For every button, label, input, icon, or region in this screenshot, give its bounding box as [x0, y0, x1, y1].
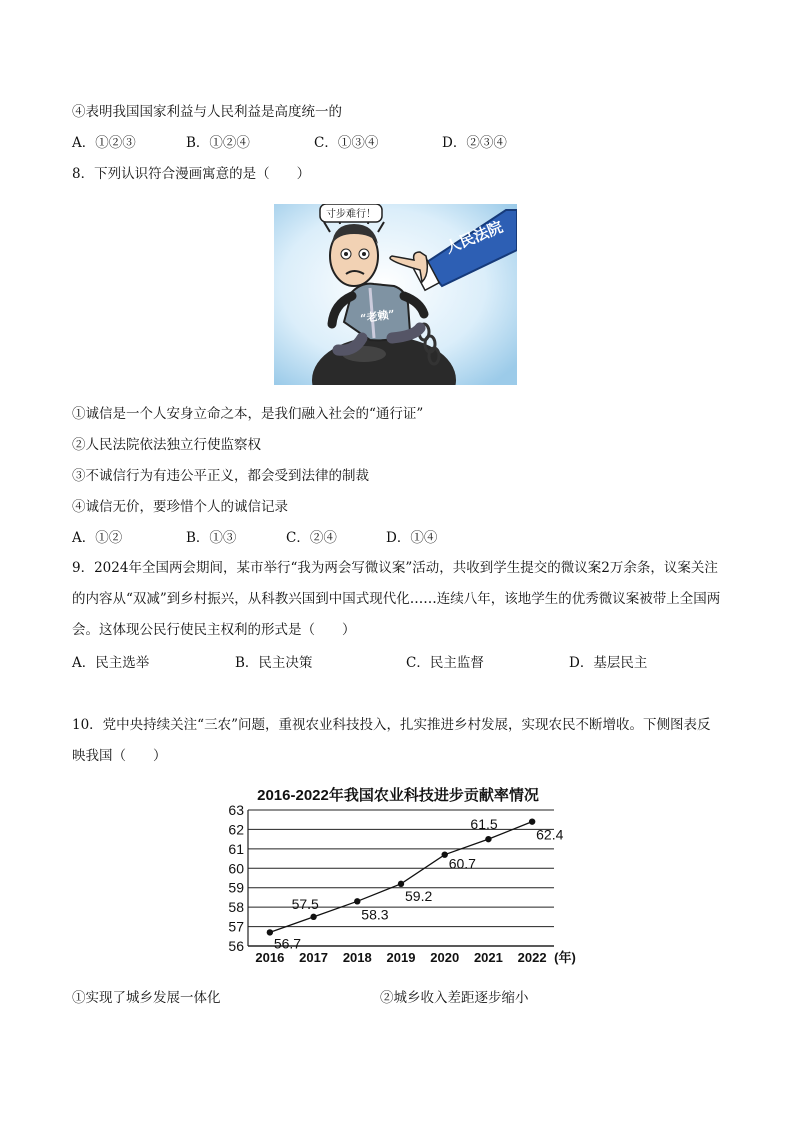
q10-item-1: ①实现了城乡发展一体化: [72, 990, 221, 1006]
y-tick-label-58: 58: [228, 899, 244, 916]
q7-item-4: ④表明我国国家利益与人民利益是高度统一的: [72, 104, 342, 120]
q10-stem-line2: 映我国（ ）: [72, 748, 167, 764]
x-tick-label-2017: 2017: [299, 950, 329, 965]
q8-item-4: ④诚信无价，要珍惜个人的诚信记录: [72, 499, 288, 515]
data-point-2021: [485, 836, 491, 842]
y-tick-label-62: 62: [228, 821, 244, 838]
q7-option-c[interactable]: C．①③④: [314, 135, 379, 151]
data-point-2016: [267, 929, 273, 935]
x-tick-label-2022: 2022: [517, 950, 547, 965]
data-label-2021: 61.5: [470, 816, 498, 833]
y-tick-label-60: 60: [228, 860, 244, 877]
q10-stem-line1: 10．党中央持续关注“三农”问题，重视农业科技投入，扎实推进乡村发展，实现农民不断增收。下侧图表反: [72, 717, 711, 733]
speech-bubble-text: 寸步难行！: [326, 209, 376, 220]
q8-option-c[interactable]: C．②④: [286, 530, 337, 546]
x-tick-label-2020: 2020: [430, 950, 460, 965]
y-tick-label-57: 57: [228, 918, 244, 935]
series-line: [270, 822, 532, 933]
chart-title: 2016-2022年我国农业科技进步贡献率情况: [257, 787, 539, 804]
data-label-2018: 58.3: [361, 906, 389, 923]
q9-option-d[interactable]: D．基层民主: [569, 655, 648, 671]
q9-stem: 9．2024年全国两会期间，某市举行“我为两会写微议案”活动，共收到学生提交的微议案2万余条，议案关注的内容从“双减”到乡村振兴，从科教兴国到中国式现代化……连续八年，该地学生的优秀微议案被带上全国两会。这体现公民行使民主权利的形式是（ ）: [72, 560, 721, 638]
q9-option-b[interactable]: B．民主决策: [235, 655, 313, 671]
x-tick-label-2019: 2019: [386, 950, 416, 965]
data-label-2016: 56.7: [273, 935, 302, 952]
chart-y-axis: [228, 802, 248, 954]
y-tick-label-56: 56: [228, 938, 244, 954]
x-tick-label-2021: 2021: [473, 950, 503, 965]
x-unit-label: (年): [554, 950, 576, 965]
q8-option-d[interactable]: D．①④: [386, 530, 438, 546]
data-label-2022: 62.4: [536, 826, 564, 843]
data-label-2020: 60.7: [448, 855, 476, 872]
y-tick-label-59: 59: [228, 879, 244, 896]
q7-option-d[interactable]: D．②③④: [442, 135, 507, 151]
q7-option-a[interactable]: A．①②③: [72, 135, 136, 151]
q8-item-2: ②人民法院依法独立行使监察权: [72, 437, 261, 453]
vest-label: “老赖”: [359, 307, 396, 326]
y-tick-label-63: 63: [228, 802, 244, 818]
q8-option-b[interactable]: B．①③: [186, 530, 237, 546]
x-tick-label-2018: 2018: [342, 950, 372, 965]
data-point-2017: [310, 914, 316, 920]
x-tick-label-2016: 2016: [255, 950, 285, 965]
data-point-2020: [442, 851, 448, 857]
chart-series: [267, 818, 536, 935]
chart-x-axis: [255, 950, 575, 965]
data-point-2022: [529, 818, 535, 824]
q8-option-a[interactable]: A．①②: [72, 530, 123, 546]
cartoon-image: [274, 204, 517, 385]
data-point-2018: [354, 898, 360, 904]
sleeve-label: 人民法院: [442, 217, 506, 257]
q9-option-a[interactable]: A．民主选举: [72, 655, 150, 671]
chart-data-labels: [274, 816, 564, 951]
q10-item-2: ②城乡收入差距逐步缩小: [380, 990, 529, 1006]
y-tick-label-61: 61: [228, 840, 244, 857]
q9-option-c[interactable]: C．民主监督: [406, 655, 484, 671]
q7-option-b[interactable]: B．①②④: [186, 135, 250, 151]
q8-item-3: ③不诚信行为有违公平正义，都会受到法律的制裁: [72, 468, 369, 484]
chart-grid: [248, 810, 554, 946]
q8-stem: 8．下列认识符合漫画寓意的是（ ）: [72, 166, 311, 182]
contribution-rate-chart: [208, 780, 588, 970]
q8-item-1: ①诚信是一个人安身立命之本，是我们融入社会的“通行证”: [72, 406, 424, 422]
data-label-2019: 59.2: [405, 887, 433, 904]
data-point-2019: [398, 881, 404, 887]
data-label-2017: 57.5: [291, 895, 319, 912]
